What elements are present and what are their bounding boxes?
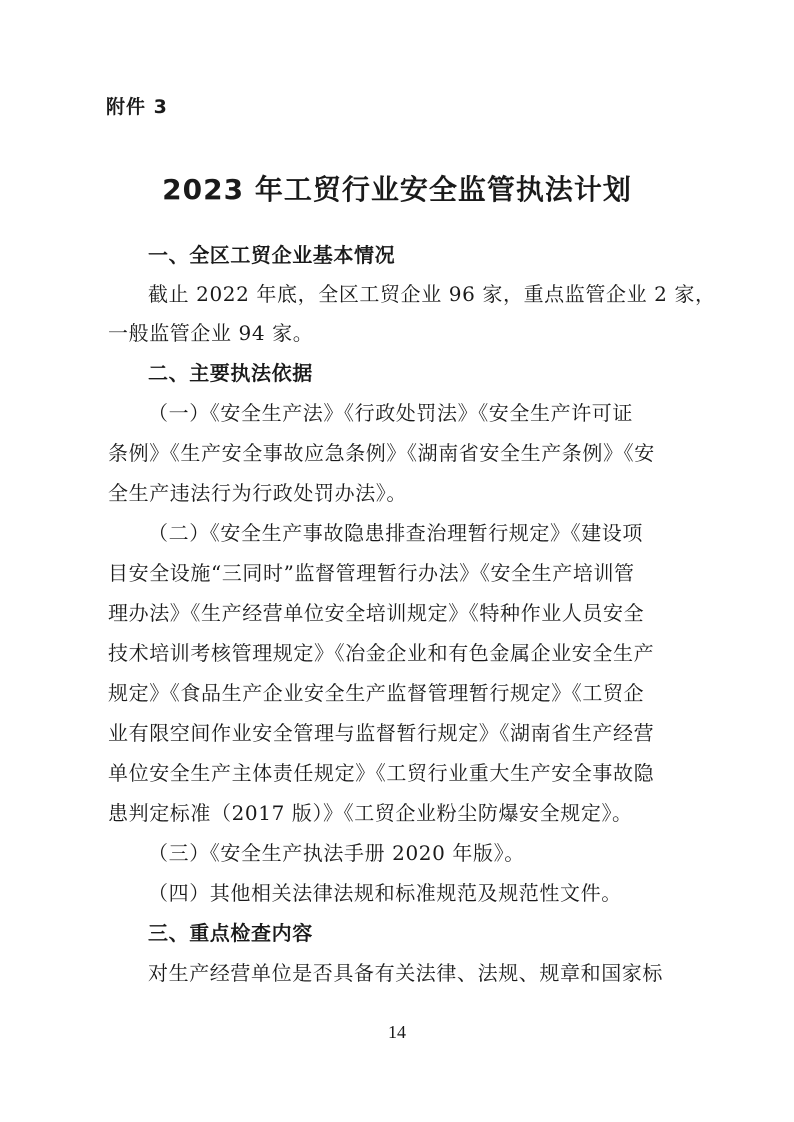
paragraph-line: 理办法》《生产经营单位安全培训规定》《特种作业人员安全 — [108, 601, 645, 625]
paragraph-line: 技术培训考核管理规定》《冶金企业和有色金属企业安全生产 — [108, 641, 655, 665]
paragraph-line: （三）《安全生产执法手册 2020 年版》。 — [148, 841, 525, 865]
paragraph-line: 对生产经营单位是否具备有关法律、法规、规章和国家标 — [148, 961, 663, 985]
section-heading-1: 一、全区工贸企业基本情况 — [148, 243, 396, 267]
paragraph-line: 截止 2022 年底，全区工贸企业 96 家，重点监管企业 2 家， — [148, 282, 716, 306]
paragraph-line: （一）《安全生产法》《行政处罚法》《安全生产许可证 — [148, 401, 633, 425]
paragraph-line: 条例》《生产安全事故应急条例》《湖南省安全生产条例》《安 — [108, 441, 655, 465]
paragraph-line: 规定》《食品生产企业安全生产监督管理暂行规定》《工贸企 — [108, 681, 645, 705]
paragraph-line: （二）《安全生产事故隐患排查治理暂行规定》《建设项 — [148, 521, 643, 545]
attachment-label: 附件 3 — [106, 96, 168, 118]
paragraph-line: 目安全设施“三同时”监督管理暂行办法》《安全生产培训管 — [108, 561, 635, 585]
page-title: 2023 年工贸行业安全监管执法计划 — [162, 173, 632, 206]
paragraph-line: 全生产违法行为行政处罚办法》。 — [108, 481, 407, 505]
section-heading-2: 二、主要执法依据 — [148, 361, 313, 385]
page-number: 14 — [388, 1022, 406, 1042]
paragraph-line: 业有限空间作业安全管理与监督暂行规定》《湖南省生产经营 — [108, 721, 655, 745]
section-heading-3: 三、重点检查内容 — [148, 921, 313, 945]
paragraph-line: 一般监管企业 94 家。 — [108, 321, 314, 345]
paragraph-line: （四）其他相关法律法规和标准规范及规范性文件。 — [148, 881, 622, 905]
paragraph-line: 患判定标准（2017 版）》《工贸企业粉尘防爆安全规定》。 — [108, 801, 633, 825]
paragraph-line: 单位安全生产主体责任规定》《工贸行业重大生产安全事故隐 — [108, 761, 655, 785]
